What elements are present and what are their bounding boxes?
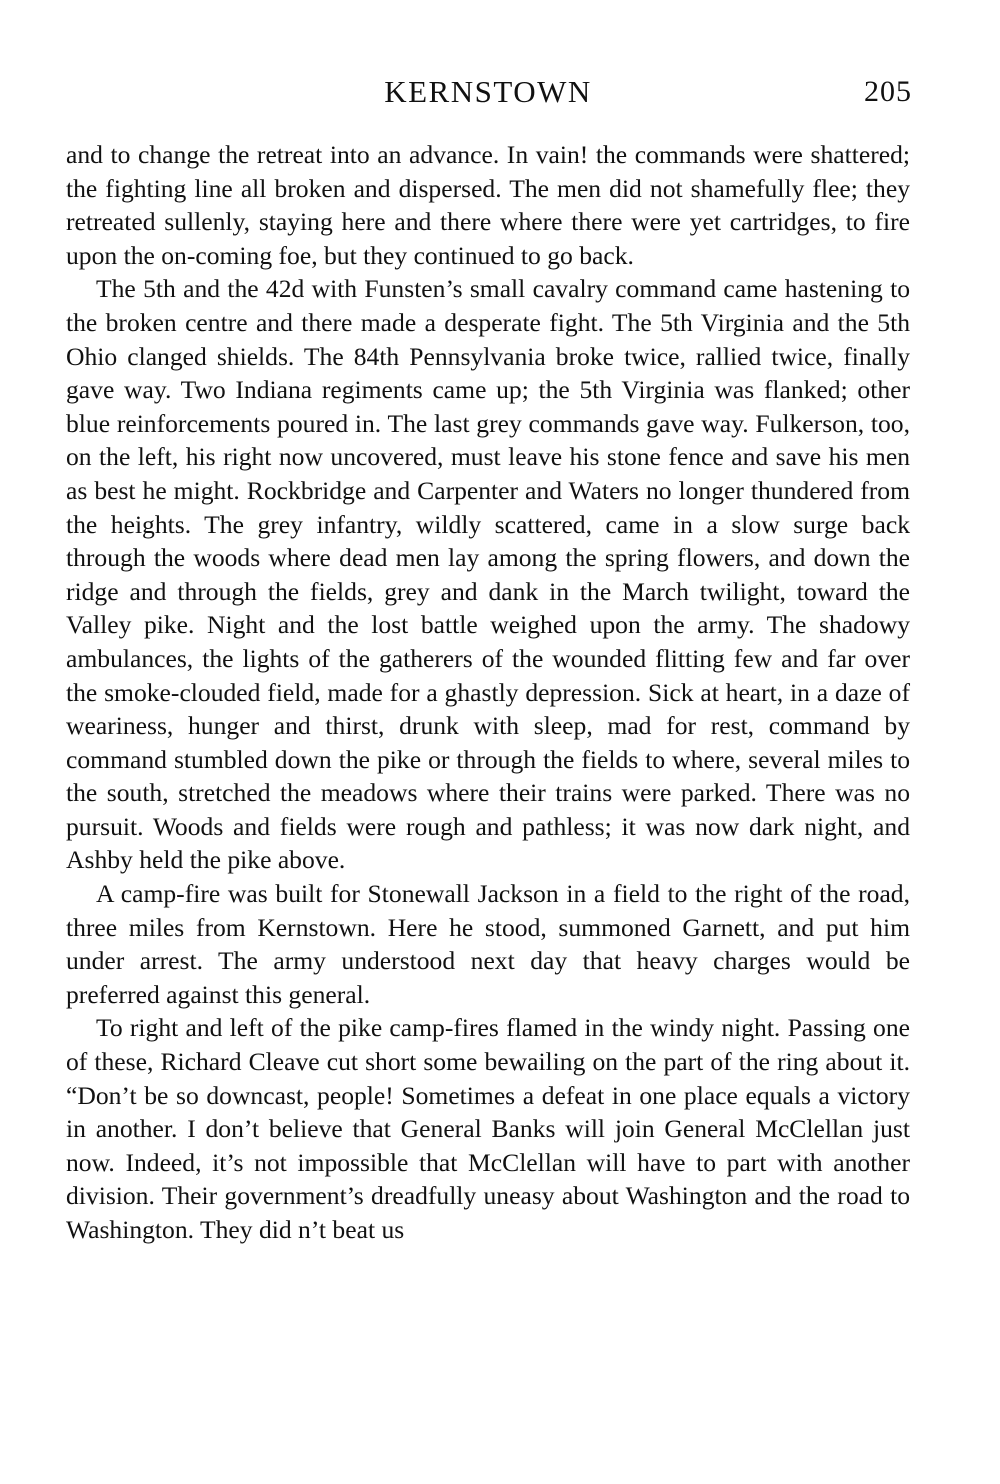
page-number: 205 (864, 75, 912, 108)
paragraph-4: To right and left of the pike camp-fires flamed in the windy night. Passing one of these, Richard Cleave cut short some bewailing on the part of the ring about it. “Don’t be so downcast, people! Sometimes a defeat in one place equals a victory in another. I don’t believe that General Banks will join General McClellan just now. Indeed, it’s not impossible that McClellan will have to part with another division. Their government’s dreadfully uneasy about Washington and the road to Washington. They did n’t beat us (66, 1013, 910, 1244)
paragraph-2: The 5th and the 42d with Funsten’s small cavalry command came hastening to the broken centre and there made a desperate fight. The 5th Virginia and the 5th Ohio clanged shields. The 84th Pennsylvania broke twice, rallied twice, finally gave way. Two Indiana regiments came up; the 5th Virginia was flanked; other blue reinforcements poured in. The last grey commands gave way. Fulkerson, too, on the left, his right now uncovered, must leave his stone fence and save his men as best he might. Rockbridge and Carpenter and Waters no longer thundered from the heights. The grey infantry, wildly scattered, came in a slow surge back through the woods where dead men lay among the spring flowers, and down the ridge and through the fields, grey and dank in the March twilight, toward the Valley pike. Night and the lost battle weighed upon the army. The shadowy ambulances, the lights of the gatherers of the wounded flitting few and far over the smoke-clouded field, made for a ghastly depression. Sick at heart, in a daze of weariness, hunger and thirst, drunk with sleep, mad for rest, command by command stumbled down the pike or through the fields to where, several miles to the south, stretched the meadows where their trains were parked. There was no pursuit. Woods and fields were rough and pathless; it was now dark night, and Ashby held the pike above. (66, 274, 910, 875)
running-head (0, 72, 1000, 112)
chapter-title: KERNSTOWN (384, 74, 592, 109)
body-text (66, 138, 910, 1247)
paragraph-3: A camp-fire was built for Stonewall Jackson in a field to the right of the road, three miles from Kernstown. Here he stood, summoned Garnett, and put him under arrest. The army understood next day that heavy charges would be preferred against this general. (66, 879, 910, 1009)
paragraph-1: and to change the retreat into an advance. In vain! the commands were shattered; the fighting line all broken and dispersed. The men did not shamefully flee; they retreated sullenly, staying here and there where there were yet cartridges, to fire upon the on-coming foe, but they continued to go back. (66, 140, 910, 270)
